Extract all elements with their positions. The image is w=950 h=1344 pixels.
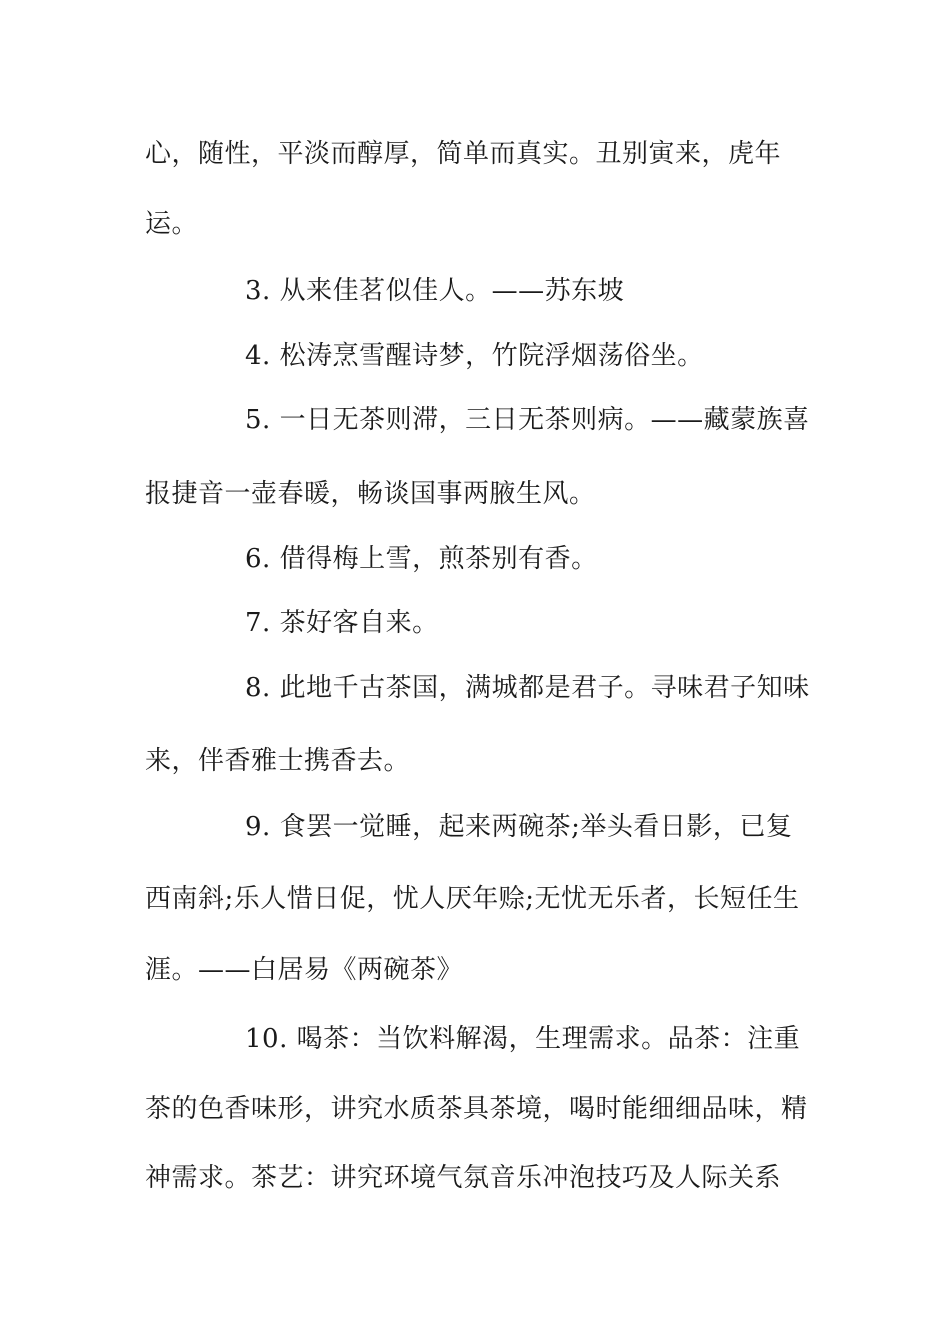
text-line: 涯。——白居易《两碗茶》 [145, 955, 464, 985]
text-line: 西南斜;乐人惜日促，忧人厌年赊;无忧无乐者，长短任生 [145, 884, 800, 914]
text-line: 报捷音一壶春暖，畅谈国事两腋生风。 [145, 479, 596, 509]
quote-3: 3. 从来佳茗似佳人。——苏东坡 [245, 276, 625, 306]
quote-9: 9. 食罢一觉睡，起来两碗茶;举头看日影，已复 [245, 812, 793, 842]
quote-10: 10. 喝茶：当饮料解渴，生理需求。品茶：注重 [245, 1024, 801, 1054]
quote-4: 4. 松涛烹雪醒诗梦，竹院浮烟荡俗坐。 [245, 341, 704, 371]
quote-7: 7. 茶好客自来。 [245, 608, 439, 638]
text-line: 神需求。茶艺：讲究环境气氛音乐冲泡技巧及人际关系 [145, 1163, 782, 1193]
text-line: 来，伴香雅士携香去。 [145, 746, 411, 776]
text-line: 心，随性，平淡而醇厚，简单而真实。丑别寅来，虎年 [145, 139, 782, 169]
text-line: 运。 [145, 209, 199, 239]
text-line: 茶的色香味形，讲究水质茶具茶境，喝时能细细品味，精 [145, 1094, 808, 1124]
quote-6: 6. 借得梅上雪，煎茶别有香。 [245, 544, 598, 574]
quote-5: 5. 一日无茶则滞，三日无茶则病。——藏蒙族喜 [245, 405, 810, 435]
quote-8: 8. 此地千古茶国，满城都是君子。寻味君子知味 [245, 673, 810, 703]
